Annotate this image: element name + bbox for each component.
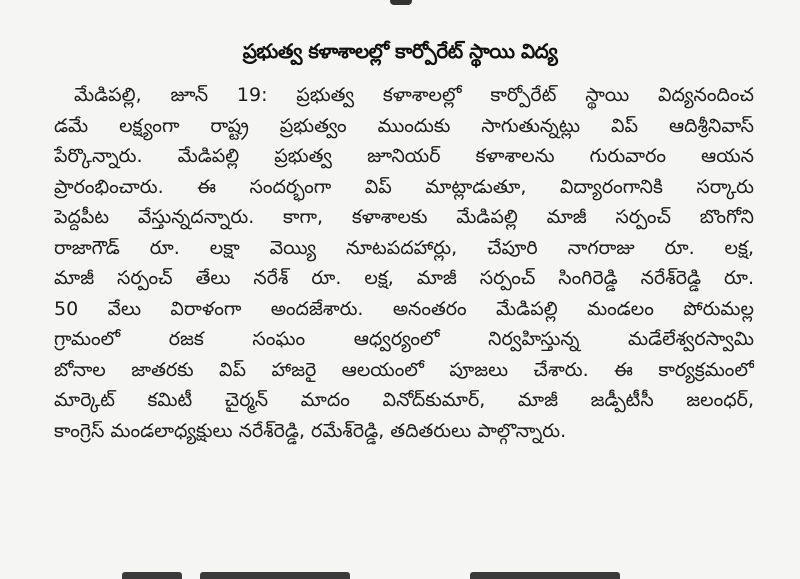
- article-line: డమే లక్ష్యంగా రాష్ట్ర ప్రభుత్వం ముందుకు సాగుతున్నట్లు విప్ ఆదిశ్రీనివాస్: [54, 114, 754, 137]
- article-line: పెద్దపీట వేస్తున్నదన్నారు. కాగా, కళాశాలకు మేడిపల్లి మాజీ సర్పంచ్ బొంగోని: [54, 206, 754, 228]
- article-headline: ప్రభుత్వ కళాశాలల్లో కార్పోరేట్ స్థాయి విద్య: [242, 39, 558, 64]
- article-line: ప్రారంభించారు. ఈ సందర్భంగా విప్ మాట్లాడుతూ, విద్యారంగానికి సర్కారు: [54, 175, 754, 198]
- article-line: మేడిపల్లి, జూన్ 19: ప్రభుత్వ కళాశాలల్లో కార్పోరేట్ స్థాయి విద్యనందించ: [74, 84, 754, 106]
- article-line: మాజీ సర్పంచ్ తేలు నరేశ్ రూ. లక్ష, మాజీ సర్పంచ్ సింగిరెడ్డి నరేశ్‌రెడ్డి రూ.: [54, 267, 754, 289]
- article-line: రాజాగౌడ్ రూ. లక్షా వెయ్యి నూటపదహార్లు, చేపూరి నాగరాజు రూ. లక్ష,: [54, 236, 754, 259]
- cropped-text-fragment: [122, 572, 182, 579]
- article-line: కాంగ్రెస్ మండలాధ్యక్షులు నరేశ్‌రెడ్డి, రమేశ్‌రెడ్డి, తదితరులు పాల్గొన్నారు.: [54, 419, 567, 442]
- article-line: పేర్కొన్నారు. మేడిపల్లి ప్రభుత్వ జూనియర్ కళాశాలను గురువారం ఆయన: [54, 145, 754, 167]
- cropped-text-fragment: [200, 572, 350, 579]
- cropped-text-fragment: [470, 572, 620, 579]
- cropped-previous-article-edge: [0, 0, 800, 10]
- article-line: 50 వేలు విరాళంగా అందజేశారు. అనంతరం మేడిపల్లి మండలం పోరుమల్ల: [54, 297, 754, 320]
- article-line: బోనాల జాతరకు విప్ హాజరై ఆలయంలో పూజలు చేశారు. ఈ కార్యక్రమంలో: [54, 358, 754, 381]
- article-line: గ్రామంలో రజక సంఘం ఆధ్వర్యంలో నిర్వహిస్తున్న మడేలేశ్వరస్వామి: [54, 328, 754, 350]
- article-body: [54, 80, 754, 446]
- cropped-text-fragment: [390, 0, 412, 5]
- article-line: మార్కెట్ కమిటీ చైర్మన్ మాదం వినోద్‌కుమార్, మాజీ జడ్పీటీసీ జలంధర్,: [54, 389, 754, 411]
- cropped-next-article-edge: [0, 568, 800, 579]
